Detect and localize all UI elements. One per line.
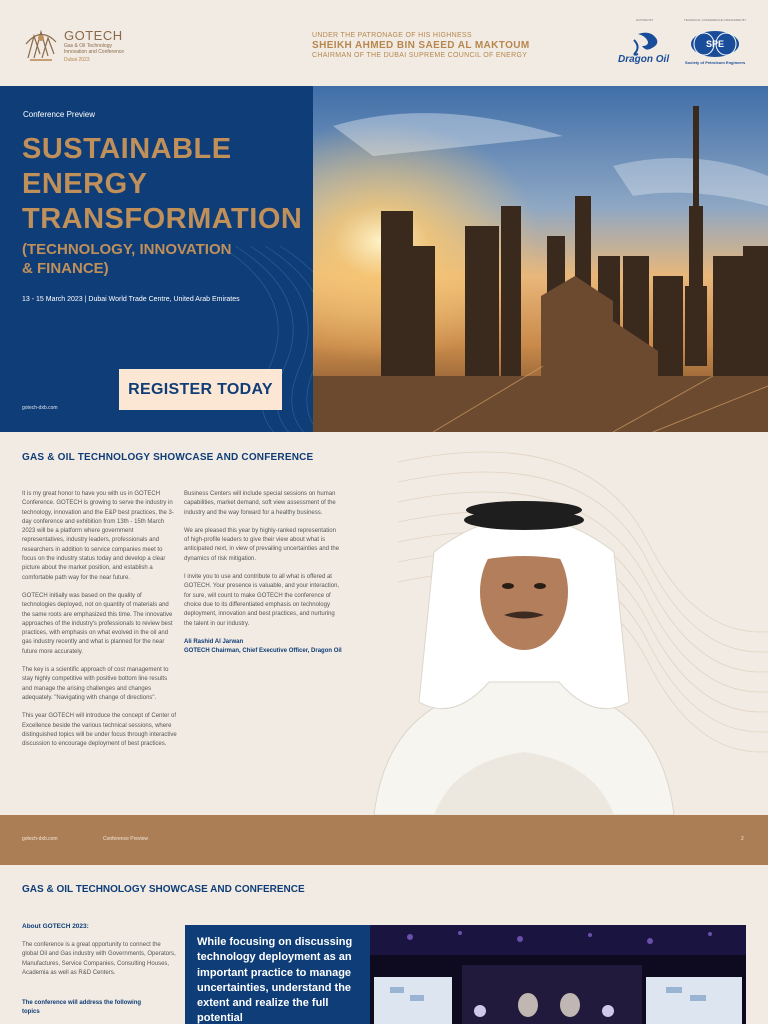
patronage-line: UNDER THE PATRONAGE OF HIS HIGHNESS <box>312 32 472 39</box>
dubai-skyline-photo <box>313 86 768 432</box>
chairman-portrait <box>364 482 684 815</box>
page-footer <box>0 815 768 865</box>
message-column-1 <box>22 490 177 758</box>
patron-name: SHEIKH AHMED BIN SAEED AL MAKTOUM <box>312 40 530 51</box>
section-heading: GAS & OIL TECHNOLOGY SHOWCASE AND CONFERENCE <box>22 452 314 463</box>
paragraph: This year GOTECH will introduce the concept of Center of Excellence beside the various technical sessions, where distinguished topics will be under focus through interactive discussion to encourage deployment of best practices. <box>22 713 177 748</box>
paragraph: Business Centers will include special sessions on human capabilities, market demand, soft view assessment of the industry and the way forward for a healthy business. <box>184 491 336 516</box>
logo-text <box>64 28 124 63</box>
message-column-2 <box>184 490 342 656</box>
gotech-logo-icon <box>22 24 60 64</box>
hero-banner <box>0 86 768 432</box>
logo-subtitle-2: Innovation and Conference <box>64 49 125 55</box>
signature-name: Ali Rashid Al Jarwan <box>184 638 244 645</box>
page-number: 2 <box>741 836 744 842</box>
page-header <box>0 0 768 86</box>
dragon-oil-name: Dragon Oil <box>618 54 670 65</box>
hero-title-line: ENERGY <box>22 168 148 200</box>
chairman-message-section <box>0 432 768 815</box>
conference-stage-photo <box>370 925 746 1024</box>
topics-heading: The conference will address the following topics <box>22 1000 142 1015</box>
highlight-quote: While focusing on discussing technology deployment as an important practice to manage uncertainties, understand the extent and realize the full potential <box>185 925 370 1024</box>
spe-name: Society of Petroleum Engineers <box>685 60 746 65</box>
logo-year: Dubai 2023 <box>64 57 90 63</box>
hero-subtitle-line: (TECHNOLOGY, INNOVATION <box>22 241 232 258</box>
section-heading: GAS & OIL TECHNOLOGY SHOWCASE AND CONFERENCE <box>22 884 305 895</box>
footer-website[interactable]: gotech-dxb.com <box>22 836 58 842</box>
logo-title: GOTECH <box>64 28 123 43</box>
svg-text:SPE: SPE <box>705 39 725 49</box>
hero-subtitle <box>22 240 282 278</box>
spe-logo-icon <box>690 30 740 58</box>
hero-title-line: TRANSFORMATION <box>22 203 303 235</box>
paragraph: The key is a scientific approach of cost management to stay highly competitive with positive bottom line results and manage the arising challenges and changes adequately. "Navigating with change of directions". <box>22 667 169 701</box>
footer-label: Conference Preview <box>103 836 149 842</box>
paragraph: I invite you to use and contribute to all what is offered at GOTECH. Your presence is valuable, and your interaction, for sure, will count to make GOTECH the conference of choice due to its differentiated emphasis on technology deployment, innovation and best practices, and nurturing the talent in our industry. <box>184 574 340 627</box>
hero-title-line: SUSTAINABLE <box>22 133 232 165</box>
about-text: The conference is a great opportunity to connect the global Oil and Gas industry with Governments, Operators, Manufactures, Service Companies, Consulting Houses, Academia as well as R&D Centers. <box>22 942 176 976</box>
register-today-button[interactable]: REGISTER TODAY <box>119 369 282 410</box>
about-section <box>0 865 768 1024</box>
hosted-by-label: HOSTED BY <box>636 18 654 22</box>
patronage-block <box>312 32 532 59</box>
tech-organizer-label: TECHNICAL CONFERENCE ORGANIZED BY <box>684 18 747 22</box>
event-date-venue: 13 - 15 March 2023 | Dubai World Trade Centre, United Arab Emirates <box>22 296 240 303</box>
paragraph: We are pleased this year by highly-ranked representation of high-profile leaders to give their view about what is anticipated next, in view of prevailing uncertainties and the dynamics of risk mitigation. <box>184 527 340 562</box>
paragraph: It is my great honor to have you with us in GOTECH Conference. GOTECH is growing to serve the industry in technology, innovation and the E&P best practices, the 3-day conference and exhibition from 13th - 15th March 2023 will be a platform where government representatives, industry leaders, professionals and researchers in addition to service companies meet to focus on the industry status today and develop a clear picture about the market position, and establish a comfortable path way for the near future. <box>22 491 174 581</box>
about-heading: About GOTECH 2023: <box>22 923 89 930</box>
paragraph: GOTECH initially was based on the quality of technologies deployed, not on quantity of materials and the same roots are emphasized this time. The innovative approaches of the industry's professionals to review best practices, with emphasis on what evolved in the oil and gas industry recently and what is planned for the near future more accurately. <box>22 592 173 655</box>
logo-subtitle: Gas & Oil Technology <box>64 43 112 49</box>
signature-title: GOTECH Chairman, Chief Executive Officer, Dragon Oil <box>184 647 342 654</box>
patron-title: CHAIRMAN OF THE DUBAI SUPREME COUNCIL OF ENERGY <box>312 52 528 59</box>
hero-subtitle-line: & FINANCE) <box>22 260 109 277</box>
conference-preview-label: Conference Preview <box>23 110 96 119</box>
website-link[interactable]: gotech-dxb.com <box>22 405 58 411</box>
hero-title <box>22 132 312 237</box>
